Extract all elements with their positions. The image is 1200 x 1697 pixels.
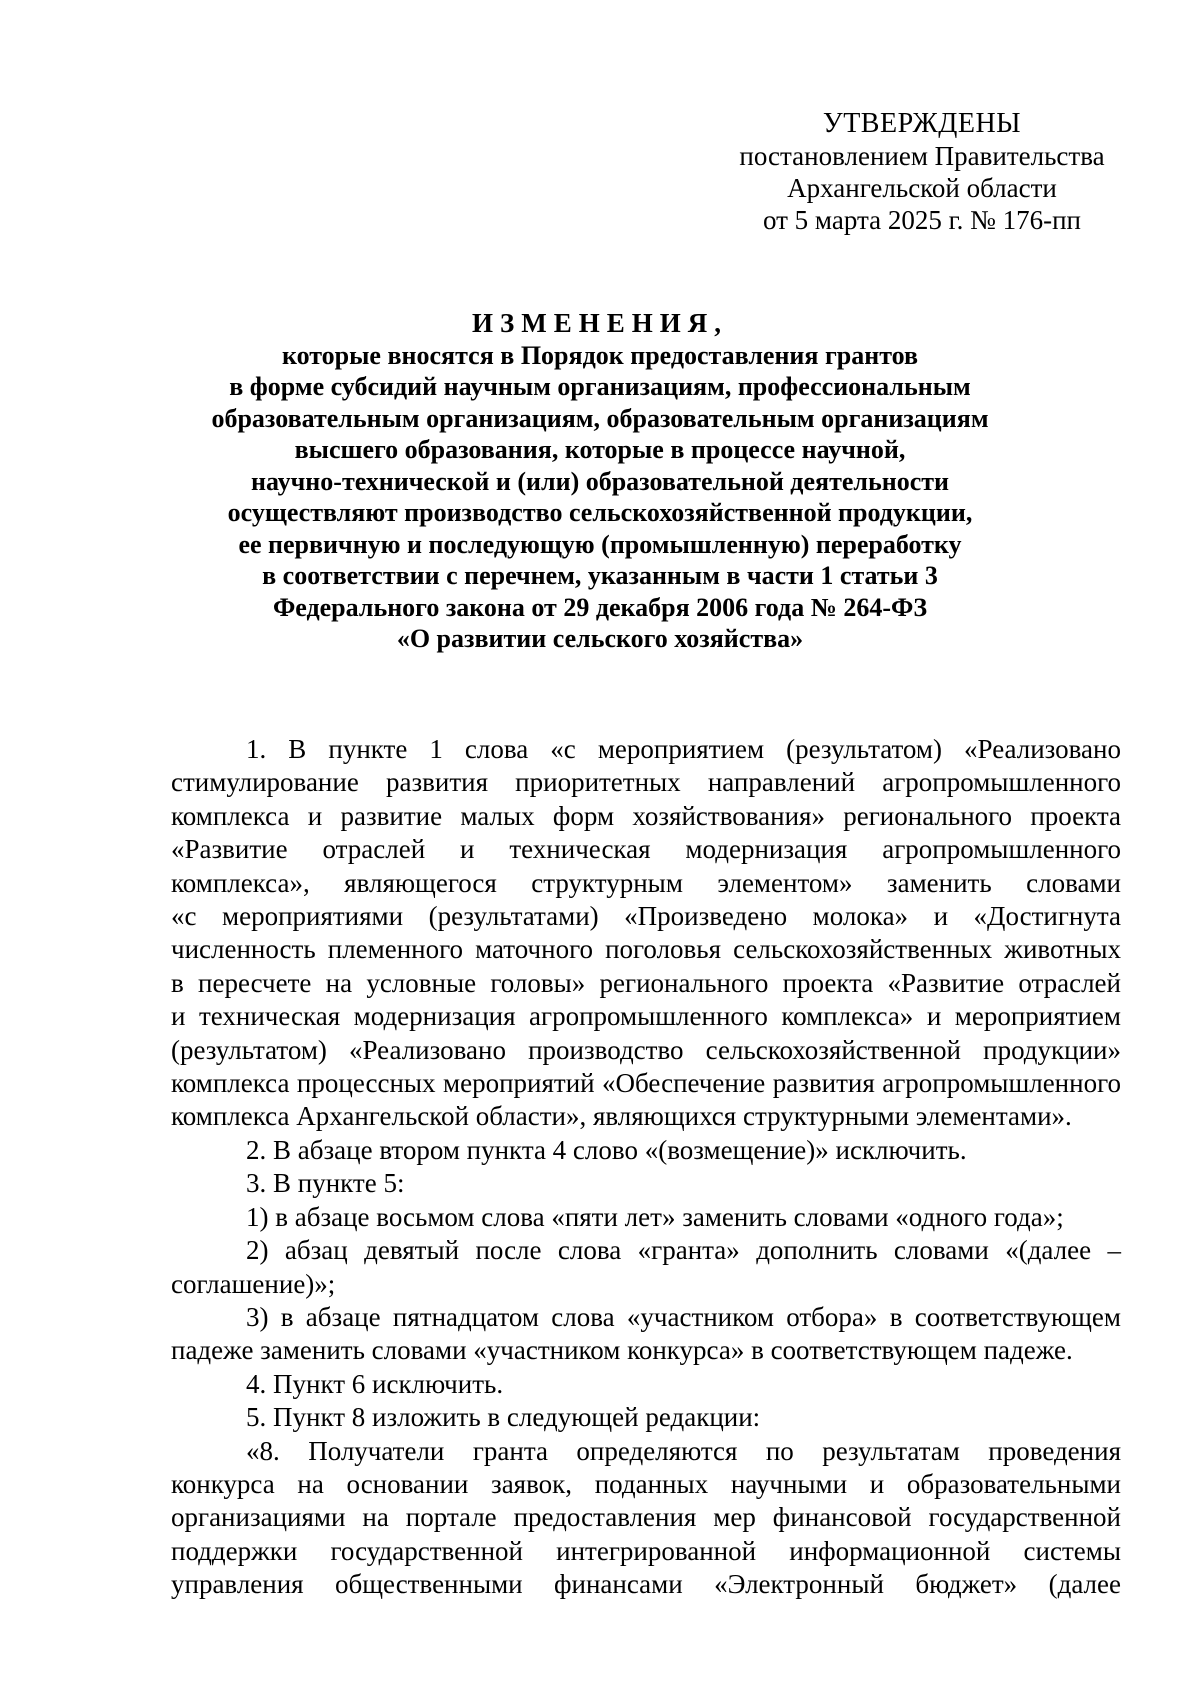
document-body [171, 733, 1121, 1602]
text-line: комплекса и развитие малых форм хозяйствования» регионального проекта [171, 800, 1121, 831]
paragraph-5: 5. Пункт 8 изложить в следующей редакции: [246, 1402, 761, 1433]
text-line: (результатом) «Реализовано производство сельскохозяйственной продукции» [171, 1034, 1121, 1065]
title-line: в соответствии с перечнем, указанным в части 1 статьи 3 [262, 561, 938, 590]
text-line: соглашение)»; [171, 1268, 336, 1299]
text-line: численность племенного маточного поголовья сельскохозяйственных животных [171, 934, 1121, 965]
paragraph-5-text [171, 1435, 1121, 1602]
paragraph-3-2 [171, 1234, 1121, 1301]
text-line: организациями на портале предоставления мер финансовой государственной [171, 1502, 1121, 1533]
paragraph-3-1: 1) в абзаце восьмом слова «пяти лет» заменить словами «одного года»; [246, 1201, 1064, 1232]
text-line: падеже заменить словами «участником конкурса» в соответствующем падеже. [171, 1335, 1073, 1366]
title-line: Федерального закона от 29 декабря 2006 года № 264-ФЗ [272, 592, 928, 622]
approval-block [727, 108, 1117, 236]
title-line: образовательным организациям, образовательным организациям [211, 403, 989, 433]
title-line: «О развитии сельского хозяйства» [396, 624, 804, 653]
text-line: 2) абзац девятый после слова «гранта» дополнить словами «(далее – [246, 1235, 1121, 1266]
paragraph-2: 2. В абзаце втором пункта 4 слово «(возмещение)» исключить. [246, 1134, 967, 1165]
text-line: комплекса Архангельской области», являющихся структурными элементами». [171, 1101, 1072, 1132]
text-line: в пересчете на условные головы» регионального проекта «Развитие отраслей [171, 967, 1121, 998]
text-line: «8. Получатели гранта определяются по результатам проведения [246, 1435, 1121, 1466]
text-line: комплекса», являющегося структурным элементом» заменить словами [171, 867, 1121, 898]
title-line: высшего образования, которые в процессе научной, [294, 435, 906, 464]
paragraph-1 [171, 733, 1121, 1134]
text-line: поддержки государственной интегрированной информационной системы [171, 1535, 1121, 1566]
text-line: «Развитие отраслей и техническая модернизация агропромышленного [171, 834, 1121, 865]
approval-line: Архангельской области [787, 173, 1057, 203]
title-line: которые вносятся в Порядок предоставления грантов [281, 340, 919, 370]
text-line: и техническая модернизация агропромышленного комплекса» и мероприятием [171, 1001, 1121, 1032]
text-line: «с мероприятиями (результатами) «Произведено молока» и «Достигнута [171, 901, 1121, 932]
text-line: 1. В пункте 1 слова «с мероприятием (результатом) «Реализовано [246, 734, 1121, 764]
title-main: ИЗМЕНЕНИЯ, [471, 308, 728, 338]
approval-line: постановлением Правительства [739, 141, 1105, 171]
paragraph-3: 3. В пункте 5: [246, 1168, 405, 1199]
text-line: 3) в абзаце пятнадцатом слова «участником отбора» в соответствующем [246, 1301, 1121, 1332]
title-line: научно-технической и (или) образовательной деятельности [250, 466, 949, 496]
approval-line: от 5 марта 2025 г. № 176-пп [762, 205, 1081, 235]
approval-heading: УТВЕРЖДЕНЫ [822, 108, 1022, 139]
title-line: ее первичную и последующую (промышленную) переработку [238, 529, 962, 559]
text-line: конкурса на основании заявок, поданных научными и образовательными [171, 1468, 1121, 1499]
text-line: комплекса процессных мероприятий «Обеспечение развития агропромышленного [171, 1068, 1121, 1099]
title-line: в форме субсидий научным организациям, профессиональным [229, 372, 971, 401]
paragraph-3-3 [171, 1301, 1121, 1368]
title-line: осуществляют производство сельскохозяйственной продукции, [227, 498, 973, 527]
text-line: стимулирование развития приоритетных направлений агропромышленного [171, 767, 1121, 798]
text-line: управления общественными финансами «Электронный бюджет» (далее [171, 1569, 1121, 1600]
document-title [150, 308, 1050, 655]
paragraph-4: 4. Пункт 6 исключить. [246, 1368, 504, 1399]
